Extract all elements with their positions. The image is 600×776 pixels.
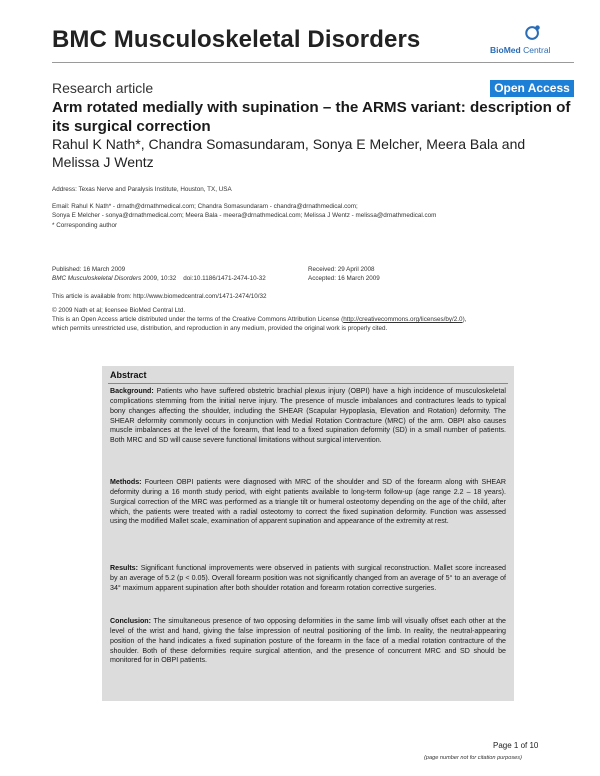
citation-journal: BMC Musculoskeletal Disorders: [52, 275, 142, 283]
article-type: Research article: [52, 80, 154, 96]
accepted-date: Accepted: 16 March 2009: [308, 275, 380, 283]
license-line-2: which permits unrestricted use, distribution, and reproduction in any medium, provided the original work is properly cited.: [52, 325, 388, 333]
publication-info: [52, 265, 312, 283]
open-access-badge: Open Access: [490, 80, 574, 97]
copyright-notice: [52, 306, 574, 334]
email-line: Email: Rahul K Nath* - drnath@drnathmedical.com; Chandra Somasundaram - chandra@drnathmedical.com;: [52, 203, 358, 210]
author-emails: [52, 202, 574, 220]
received-date: Received: 29 April 2008: [308, 266, 375, 273]
license-line: This is an Open Access article distributed under the terms of the Creative Commons Attribution License (http://creativecommons.org/licenses/by/2.0),: [52, 316, 467, 324]
author-address: Address: Texas Nerve and Paralysis Institute, Houston, TX, USA: [52, 186, 232, 193]
abstract-conclusion: Conclusion: The simultaneous presence of two opposing deformities in the same limb will visually offset each other at the level of the wrist and hand, giving the false impression of neutral positioning of the limb. In reality, the neutral-appearing position of the hand indicates a fixed supination posture of the forearm in the face of a medial rotation contracture of the shoulder. Both of these deformities require surgical attention, and the presence of concurrent MRC and SD should be monitored for in OBPI patients.: [110, 617, 506, 665]
publisher-name: BioMed Central: [490, 45, 551, 55]
biomed-logo-icon: [524, 24, 542, 42]
corresponding-author-note: * Corresponding author: [52, 222, 118, 229]
citation: [52, 274, 312, 283]
availability-link[interactable]: This article is available from: http://www.biomedcentral.com/1471-2474/10/32: [52, 293, 267, 300]
header-divider: [52, 62, 574, 63]
received-accepted: [308, 265, 508, 283]
doi: doi:10.1186/1471-2474-10-32: [183, 275, 266, 283]
abstract-results: Results: Significant functional improvements were observed in patients with surgical reconstruction. Mallet score increased by an average of 5.2 (p < 0.05). Overall forearm position was not significantly changed from an average of 5° to an average of 34° maximum apparent supination after both shoulder rotation and forearm rotation corrective surgeries.: [110, 564, 506, 592]
email-line: Sonya E Melcher - sonya@drnathmedical.com; Meera Bala - meera@drnathmedical.com; Melissa J Wentz - melissa@drnathmedical.com: [52, 212, 437, 220]
page-number: Page 1 of 10: [493, 741, 539, 750]
copyright-line: © 2009 Nath et al; licensee BioMed Central Ltd.: [52, 307, 186, 314]
abstract-box: [102, 366, 514, 701]
abstract-methods: Methods: Fourteen OBPI patients were diagnosed with MRC of the shoulder and SD of the forearm along with SHEAR deformity during a 16 month study period, with eight patients available to long-term follow-up (age range 2.2 – 18 years). Surgical correction of the MRC was performed as a triangle tilt or humeral osteotomy depending on the age of the child, after which, the patients were treated with a radial osteotomy to correct the fixed supination deformity. Function was assessed using the modified Mallet scale, examination of apparent supination and appearance of the extremity at rest.: [110, 478, 506, 526]
publisher-logo[interactable]: [490, 24, 570, 58]
article-title: Arm rotated medially with supination – the ARMS variant: description of its surgical correction: [52, 99, 571, 135]
page-number-note: (page number not for citation purposes): [424, 755, 522, 761]
abstract-divider: [108, 383, 508, 384]
citation-volume: 2009, 10:32: [142, 275, 177, 283]
license-link[interactable]: http://creativecommons.org/licenses/by/2.0: [343, 316, 463, 324]
published-date: Published: 16 March 2009: [52, 266, 126, 273]
journal-title: BMC Musculoskeletal Disorders: [52, 26, 421, 53]
author-list: Rahul K Nath*, Chandra Somasundaram, Sonya E Melcher, Meera Bala and Melissa J Wentz: [52, 136, 526, 170]
abstract-background: Background: Patients who have suffered obstetric brachial plexus injury (OBPI) have a high incidence of musculoskeletal complications stemming from the initial nerve injury. The presence of muscle imbalances and contractures leads to typical bony changes affecting the shoulder, including the SHEAR (Scapular Hypoplasia, Elevation and Rotation) deformity. The SHEAR deformity commonly occurs in conjunction with Medial Rotation Contracture (MRC) of the arm. OBPI also causes muscle imbalances at the level of the forearm, that lead to a fixed supination deformity (SD) in a small number of patients. Both MRC and SD will cause severe functional limitations without surgical intervention.: [110, 387, 506, 445]
abstract-heading: Abstract: [110, 370, 147, 380]
